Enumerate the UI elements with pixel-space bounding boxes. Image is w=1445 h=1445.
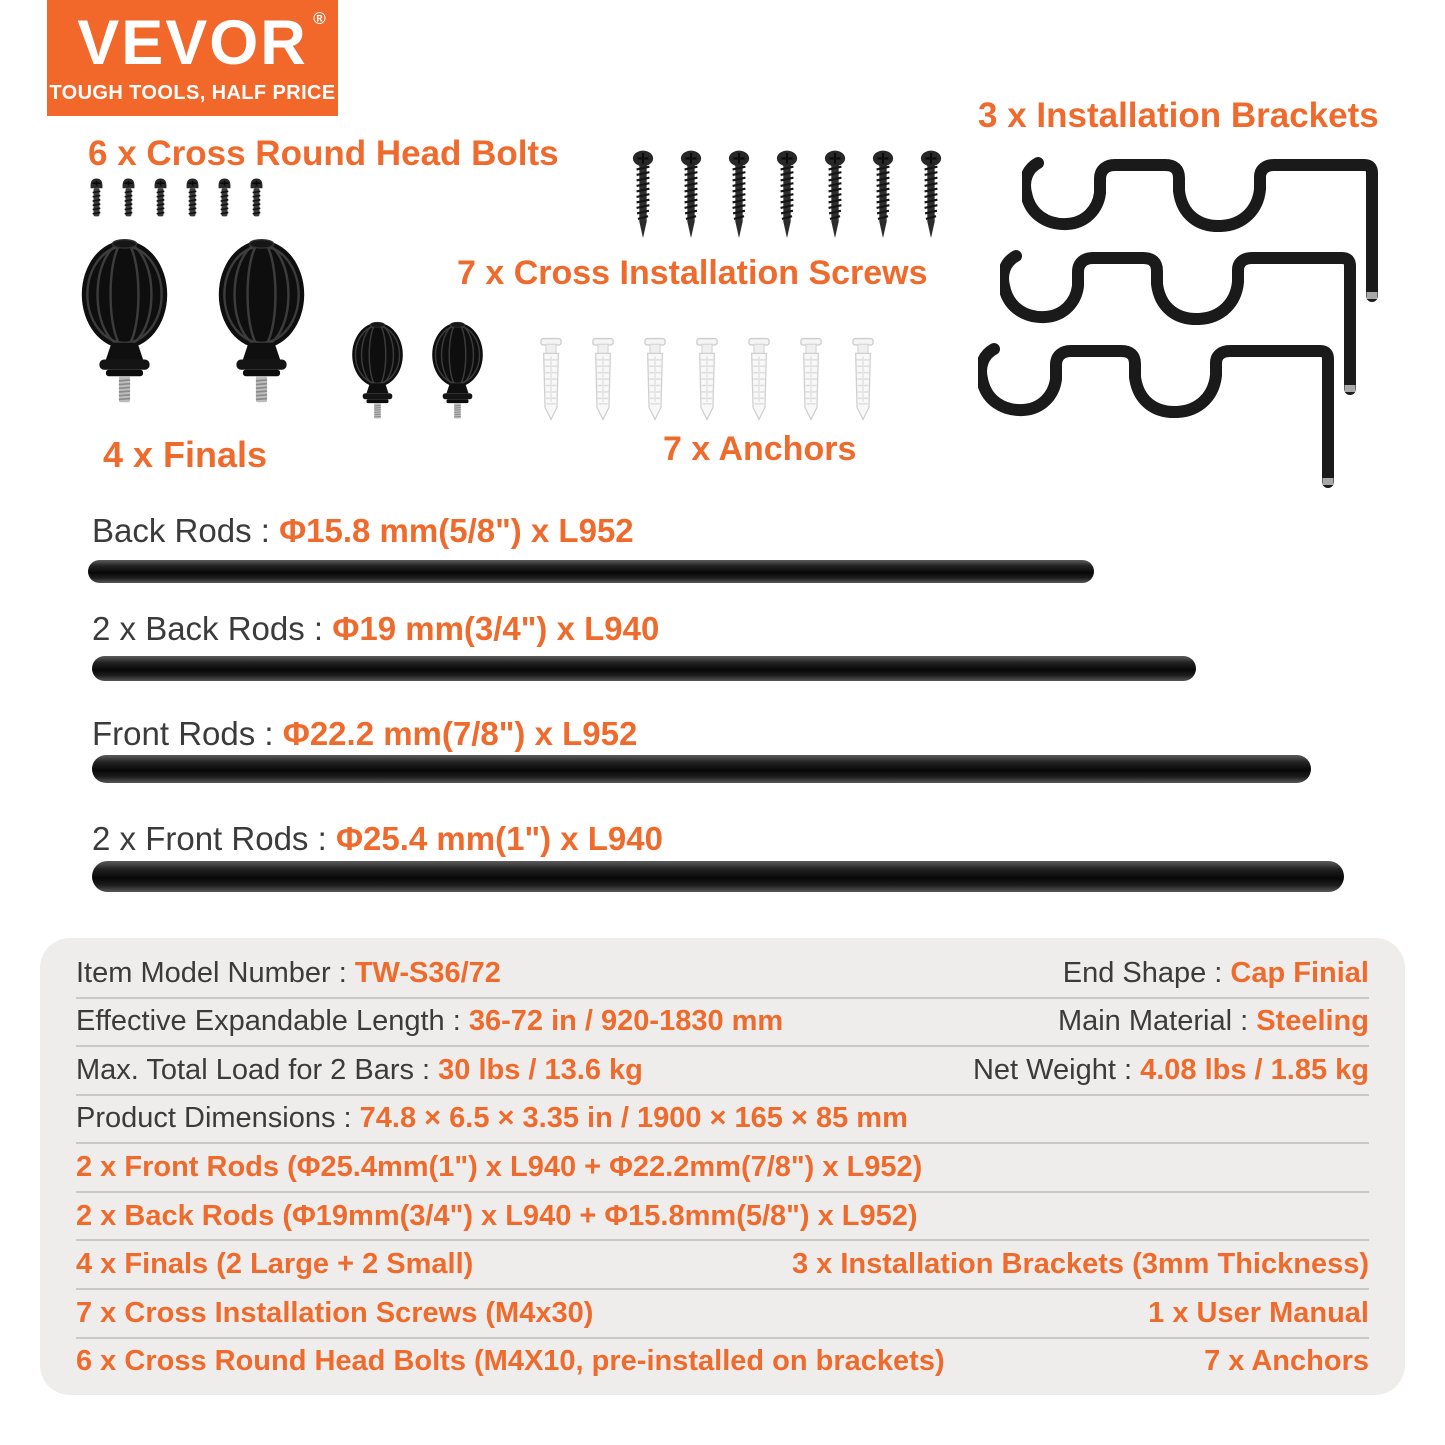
bracket-icon	[978, 339, 1338, 489]
spec-row: 7 x Cross Installation Screws (M4x30) 1 x User Manual	[76, 1290, 1369, 1339]
spec-row: Effective Expandable Length : 36-72 in / 920-1830 mm Main Material : Steeling	[76, 999, 1369, 1048]
spec-row: 6 x Cross Round Head Bolts (M4X10, pre-installed on brackets) 7 x Anchors	[76, 1345, 1369, 1378]
rod-bar	[92, 755, 1311, 783]
bolts-group	[88, 176, 265, 221]
finial-small-icon	[430, 320, 485, 428]
spec-row: Max. Total Load for 2 Bars : 30 lbs / 13.6 kg Net Weight : 4.08 lbs / 1.85 kg	[76, 1047, 1369, 1096]
screw-icon	[776, 150, 798, 242]
screw-icon	[824, 150, 846, 242]
screw-icon	[872, 150, 894, 242]
registered-mark-icon: ®	[313, 8, 328, 28]
screws-label: 7 x Cross Installation Screws	[457, 254, 928, 292]
spec-row: 2 x Front Rods (Φ25.4mm(1") x L940 + Φ22.2mm(7/8") x L952)	[76, 1144, 1369, 1193]
spec-table	[40, 938, 1405, 1395]
rod-label: 2 x Front Rods : Φ25.4 mm(1") x L940	[92, 820, 663, 857]
bolt-icon	[184, 176, 201, 221]
screw-icon	[728, 150, 750, 242]
screw-icon	[680, 150, 702, 242]
rod-label: Back Rods : Φ15.8 mm(5/8") x L952	[92, 512, 634, 549]
rod-bar	[92, 656, 1196, 681]
spec-row: Item Model Number : TW-S36/72 End Shape : Cap Finial	[76, 950, 1369, 999]
anchor-icon	[696, 334, 718, 426]
rod-bar	[92, 861, 1344, 892]
anchors-group	[540, 334, 874, 426]
brackets-label: 3 x Installation Brackets	[978, 96, 1379, 135]
screws-group	[632, 150, 942, 242]
finial-large-icon	[78, 236, 171, 418]
spec-row: 2 x Back Rods (Φ19mm(3/4") x L940 + Φ15.8mm(5/8") x L952)	[76, 1193, 1369, 1242]
finial-small-icon	[350, 320, 405, 428]
rod-label: Front Rods : Φ22.2 mm(7/8") x L952	[92, 715, 638, 752]
spec-row: Product Dimensions : 74.8 × 6.5 × 3.35 in / 1900 × 165 × 85 mm	[76, 1096, 1369, 1145]
vevor-logo	[47, 0, 338, 116]
anchor-icon	[592, 334, 614, 426]
brand-name: VEVOR ®	[77, 7, 328, 78]
anchor-icon	[748, 334, 770, 426]
finials-label: 4 x Finals	[103, 434, 268, 475]
anchor-icon	[800, 334, 822, 426]
bolt-icon	[248, 176, 265, 221]
brand-tagline: TOUGH TOOLS, HALF PRICE	[49, 81, 336, 104]
bolt-icon	[88, 176, 105, 221]
anchor-icon	[540, 334, 562, 426]
anchor-icon	[644, 334, 666, 426]
spec-row: 4 x Finals (2 Large + 2 Small) 3 x Installation Brackets (3mm Thickness)	[76, 1241, 1369, 1290]
bolt-icon	[120, 176, 137, 221]
bolts-label: 6 x Cross Round Head Bolts	[88, 134, 559, 173]
anchor-icon	[852, 334, 874, 426]
rod-label: 2 x Back Rods : Φ19 mm(3/4") x L940	[92, 610, 660, 647]
finial-large-icon	[215, 236, 308, 418]
screw-icon	[920, 150, 942, 242]
bolt-icon	[216, 176, 233, 221]
screw-icon	[632, 150, 654, 242]
rod-bar	[88, 560, 1094, 583]
bolt-icon	[152, 176, 169, 221]
anchors-label: 7 x Anchors	[663, 430, 857, 468]
